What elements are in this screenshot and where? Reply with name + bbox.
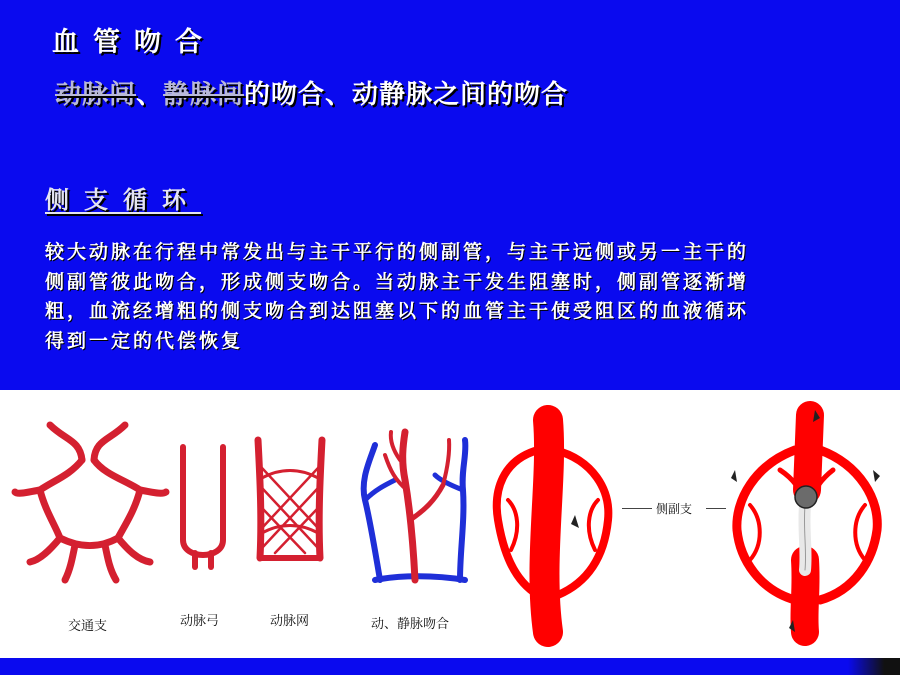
slide-title: 血管吻合 [52, 27, 216, 58]
collateral-circulation-normal-illustration [493, 420, 618, 635]
subtitle-main: 的吻合、动静脉之间的吻合 [244, 80, 569, 110]
label-arteriovenous-anastomosis: 动、静脉吻合 [371, 617, 450, 632]
label-collateral-branch: 侧副支 [656, 502, 693, 516]
label-arterial-network: 动脉网 [270, 614, 310, 629]
footer-bar [0, 658, 900, 675]
subtitle-faded-artery: 动脉间 [55, 80, 137, 110]
illustration-strip [0, 390, 900, 658]
subtitle-separator: 、 [136, 80, 164, 110]
collateral-circulation-occluded-illustration [725, 410, 885, 635]
footer-bar-corner [848, 658, 900, 675]
label-arterial-arch: 动脉弓 [180, 614, 220, 629]
label-line-right [706, 508, 726, 509]
subtitle-faded-vein: 静脉间 [163, 80, 245, 110]
body-paragraph: 较大动脉在行程中常发出与主干平行的侧副管，与主干远侧或另一主干的侧副管彼此吻合，形成侧支吻合。当动脉主干发生阻塞时，侧副管逐渐增粗，血流经增粗的侧支吻合到达阻塞以下的血管主干使受阻区的血液循环得到一定的代偿恢复 [45, 241, 750, 352]
communicating-branch-illustration [10, 420, 170, 600]
label-communicating-branch: 交通支 [68, 619, 108, 634]
slide-subtitle [55, 74, 568, 111]
arteriovenous-anastomosis-illustration [355, 430, 475, 585]
arterial-arch-illustration [175, 445, 235, 570]
section-heading: 侧支循环 [45, 186, 201, 214]
arterial-network-illustration [250, 438, 330, 573]
label-line-left [622, 508, 652, 509]
